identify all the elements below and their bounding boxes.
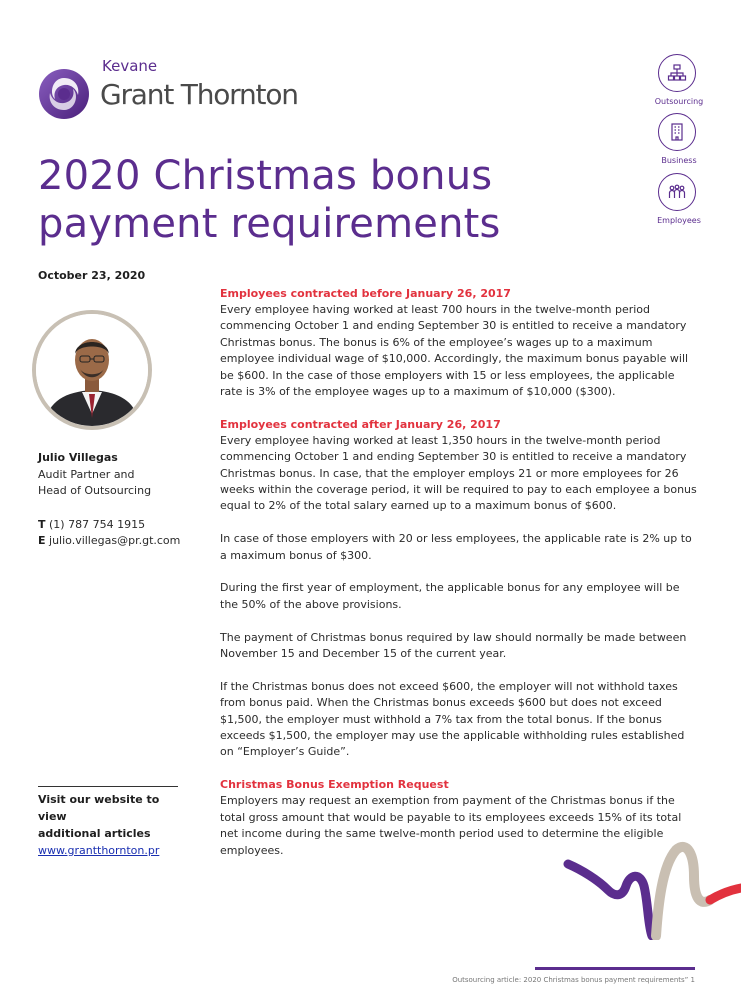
employees-label: Employees (657, 216, 701, 225)
visit-website-box (38, 786, 178, 859)
paragraph-before-2017: Every employee having worked at least 700 hours in the twelve-month period commencing October 1 and ending September 30 is entitled to receive a mandatory Christmas bonus. The bonus is 6% of the employee’s wages up to a maximum employee individual wage of $10,000. Accordingly, the maximum bonus payable will be $600. In the case of those employers with 15 or less employees, the applicable rate is 3% of the employee wages up to a maximum of $10,000 ($300). (220, 303, 689, 399)
section-heading-after-2017: Employees contracted after January 26, 2017 (220, 417, 501, 431)
title-line-2: payment requirements (38, 201, 501, 247)
paragraph-after-2017-5: If the Christmas bonus does not exceed $600, the employer will not withhold taxes from bonus paid. When the Christmas bonus exceeds $600 but does not exceed $1,500, the employer must withhold a 7% tax from the total bonus. If the bonus exceeds $1,500, the employer may use the applicable withholding rules established on “Employer’s Guide”. (220, 679, 685, 759)
visit-line-1: Visit our website to view (38, 793, 160, 823)
author-name: Julio Villegas (38, 451, 118, 464)
decorative-swoosh-icon (560, 836, 741, 940)
author-photo-icon (36, 314, 148, 426)
employees-link[interactable] (650, 173, 708, 233)
email-address[interactable]: julio.villegas@pr.gt.com (49, 534, 181, 547)
business-link[interactable] (650, 113, 708, 173)
website-link[interactable]: www.grantthornton.pr (38, 844, 160, 857)
paragraph-after-2017-2: In case of those employers with 20 or less employees, the applicable rate is 2% up to a maximum bonus of $300. (220, 532, 692, 562)
company-logo (38, 56, 318, 126)
author-role-1: Audit Partner and (38, 467, 135, 481)
page-title (38, 152, 598, 248)
footer-accent-bar (535, 967, 695, 970)
logo-kevane-text: Kevane (102, 57, 158, 75)
page-footer: Outsourcing article: 2020 Christmas bonus payment requirements” 1 (452, 976, 695, 984)
section-heading-exemption: Christmas Bonus Exemption Request (220, 778, 449, 792)
org-chart-icon (667, 63, 687, 83)
author-phone (38, 517, 208, 534)
phone-number: (1) 787 754 1915 (49, 517, 146, 531)
email-label: E (38, 534, 46, 547)
grant-thornton-logo-icon (38, 68, 90, 120)
people-icon (667, 182, 687, 202)
section-heading-before-2017: Employees contracted before January 26, 2017 (220, 287, 511, 300)
visit-line-2: additional articles (38, 827, 151, 840)
author-info (38, 450, 208, 550)
paragraph-after-2017-4: The payment of Christmas bonus required by law should normally be made between November 15 and December 15 of the current year. (220, 630, 687, 661)
logo-brand-name: Grant Thornton (100, 78, 298, 111)
author-email (38, 533, 208, 550)
paragraph-after-2017-1: Every employee having worked at least 1,350 hours in the twelve-month period commencing October 1 and ending September 30 is entitled to receive a mandatory Christmas bonus. In case, that the employer employs 21 or more employees for 26 weeks within the coverage period, it will be required to pay to each employee a bonus equal to 2% of the total salary earned up to a maximum bonus of $600. (220, 433, 697, 513)
phone-label: T (38, 517, 46, 531)
business-label: Business (661, 156, 697, 165)
outsourcing-link[interactable] (650, 54, 708, 114)
title-line-1: 2020 Christmas bonus (38, 153, 493, 199)
paragraph-after-2017-3: During the first year of employment, the applicable bonus for any employee will be the 50% of the above provisions. (220, 581, 680, 611)
article-body (220, 286, 700, 859)
author-role-2: Head of Outsourcing (38, 484, 152, 497)
author-portrait (32, 310, 152, 430)
paragraph-exemption: Employers may request an exemption from payment of the Christmas bonus if the total gross amount that would be payable to its employees exceeds 15% of its total net income during the same twelve-month period used to determine the eligible employees. (220, 794, 682, 857)
outsourcing-label: Outsourcing (654, 97, 704, 106)
article-date: October 23, 2020 (38, 269, 146, 282)
building-icon (667, 122, 687, 142)
